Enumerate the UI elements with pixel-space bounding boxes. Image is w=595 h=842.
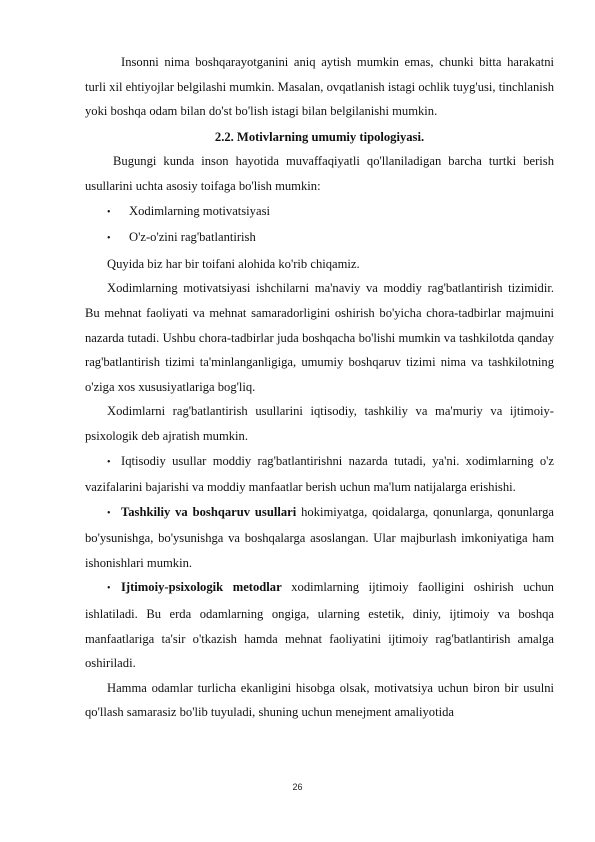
bullet-text: xodimlarning ijtimoiy faolligini oshirish uchun ishlatiladi. Bu erda odamlarning ongiga, ularning estetik, diniy, ijtimoiy va boshqa manfaatlariga ta'sir o'tkazish hamda mehnat faoliyatini ijtimoiy rag'batlantirish amalga oshiriladi. (85, 580, 554, 671)
paragraph-categories: Bugungi kunda inson hayotida muvaffaqiyatli qo'llaniladigan barcha turtki berish usullarini uchta asosiy toifaga bo'lish mumkin: (85, 154, 554, 193)
bullet-bold-term: Ijtimoiy-psixologik metodlar (121, 580, 282, 595)
list-item (85, 225, 554, 252)
bullet-paragraph-organizational (85, 500, 554, 576)
bullet-bold-term: Tashkiliy va boshqaruv usullari (121, 504, 297, 519)
bullet-icon (107, 500, 121, 527)
page-number: 26 (292, 782, 303, 792)
paragraph-methods: Xodimlarni rag'batlantirish usullarini iqtisodiy, tashkiliy va ma'muriy va ijtimoiy-psixologik deb ajratish mumkin. (85, 404, 554, 443)
bullet-paragraph-economic (85, 449, 554, 500)
bullet-text: hokimiyatga, qoidalarga, qonunlarga, qonunlarga bo'ysunishga, bo'ysunishga va boshqalarga asoslangan. Ular majburlash imkoniyatiga ham ishonishlari mumkin. (85, 504, 554, 570)
bullet-icon (107, 449, 121, 476)
bullet-icon (85, 199, 129, 226)
bullet-text: Iqtisodiy usullar moddiy rag'batlantirishni nazarda tutadi, ya'ni. xodimlarning o'z vazifalarini bajarishi va moddiy manfaatlar berish uchun ma'lum natijalarga erishishi. (85, 453, 554, 495)
section-heading: 2.2. Motivlarning umumiy tipologiyasi. (214, 129, 425, 144)
paragraph-motivation: Xodimlarning motivatsiyasi ishchilarni ma'naviy va moddiy rag'batlantirish tizimidir. Bu mehnat faoliyati va mehnat samaradorligini oshirish bo'yicha chora-tadbirlar majmuini nazarda tutadi. Ushbu chora-tadbirlar juda boshqacha bo'lishi mumkin va tashkilotda qanday rag'batlantirish tizimi ta'minlanganligiga, umumiy boshqaruv tizimi nima va tashkilotning o'ziga xos xususiyatlariga bog'liq. (85, 281, 554, 394)
bullet-icon (85, 225, 129, 252)
list-item-text: O'z-o'zini rag'batlantirish (129, 230, 256, 245)
list-item (85, 199, 554, 226)
paragraph-closing: Hamma odamlar turlicha ekanligini hisobga olsak, motivatsiya uchun biron bir usulni qo'llash samarasiz bo'lib tuyuladi, shuning uchun menejment amaliyotida (85, 680, 554, 720)
bullet-icon (107, 575, 121, 602)
paragraph-review: Quyida biz har bir toifani alohida ko'rib chiqamiz. (107, 256, 360, 271)
document-page (85, 50, 554, 725)
paragraph-intro: Insonni nima boshqarayotganini aniq aytish mumkin emas, chunki bitta harakatni turli xil ehtiyojlar belgilashi mumkin. Masalan, ovqatlanish istagi ochlik tuyg'usi, tinchlanish yoki boshqa odam bilan do'st bo'lish istagi bilan belgilanishi mumkin. (85, 55, 554, 119)
list-item-text: Xodimlarning motivatsiyasi (129, 203, 270, 218)
bullet-paragraph-social (85, 575, 554, 675)
